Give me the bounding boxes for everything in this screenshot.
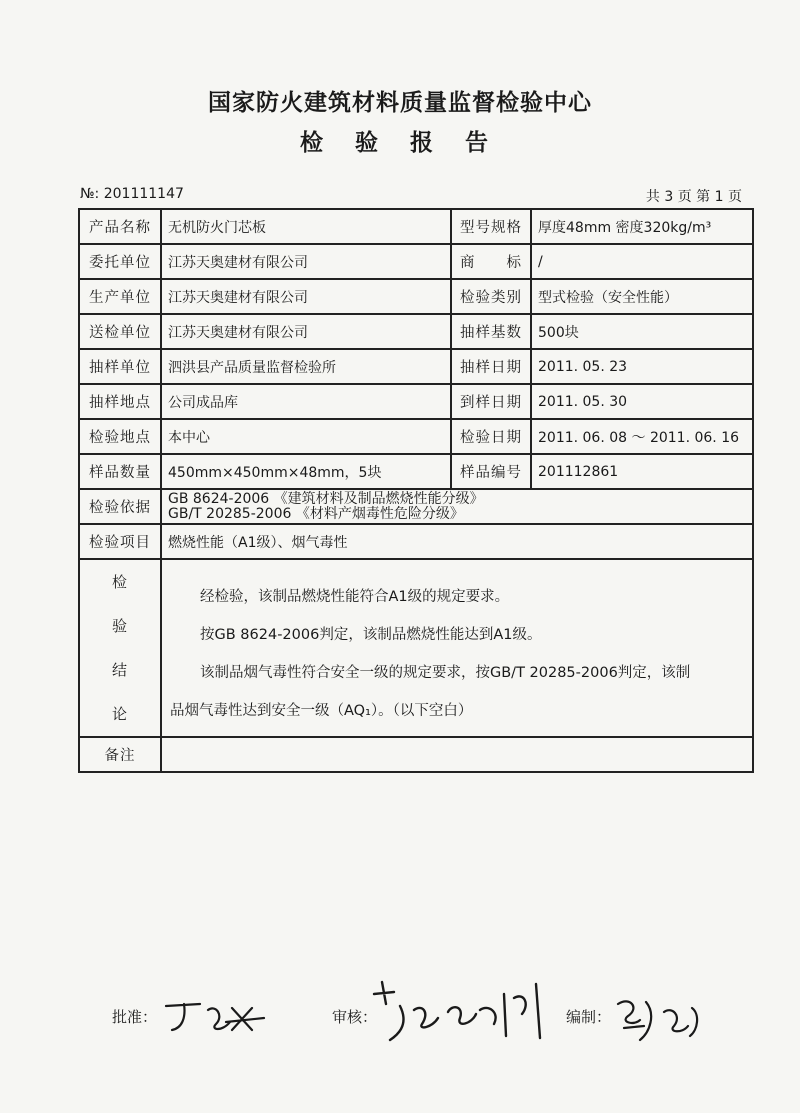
conclusion-para-1: 经检验，该制品燃烧性能符合A1级的规定要求。 [200, 589, 510, 605]
report-table [78, 208, 754, 773]
remarks-label: 备注 [79, 737, 161, 772]
conclusion-label [79, 559, 161, 737]
trademark-label: 商 标 [451, 244, 531, 279]
page-info: 共 3 页 第 1 页 [645, 189, 742, 205]
table-row [79, 244, 753, 279]
basis-label: 检验依据 [79, 489, 161, 524]
conclusion-body [161, 559, 753, 737]
conclusion-text [170, 578, 744, 730]
model-label: 型号规格 [451, 209, 531, 244]
product-name-label: 产品名称 [79, 209, 161, 244]
conclusion-label-char: 结 [111, 661, 128, 679]
sampling-date-value: 2011. 05. 23 [531, 349, 753, 384]
test-category-value: 型式检验（安全性能） [531, 279, 753, 314]
conclusion-label-char: 验 [111, 617, 128, 635]
conclusion-label-char: 论 [111, 705, 128, 723]
sample-base-value: 500块 [531, 314, 753, 349]
sampling-date-label: 抽样日期 [451, 349, 531, 384]
table-row [79, 209, 753, 244]
basis-line-1: GB 8624-2006 《建筑材料及制品燃烧性能分级》 [168, 490, 484, 507]
model-value: 厚度48mm 密度320kg/m³ [531, 209, 753, 244]
table-row [79, 384, 753, 419]
approve-label: 批准： [112, 1008, 158, 1026]
sample-base-label: 抽样基数 [451, 314, 531, 349]
prepare-signature [610, 990, 710, 1046]
test-date-label: 检验日期 [451, 419, 531, 454]
table-row [79, 737, 753, 772]
center-name: 国家防火建筑材料质量监督检验中心 [208, 90, 592, 116]
sampling-place-label: 抽样地点 [79, 384, 161, 419]
approve-signature [160, 992, 270, 1036]
basis-value [161, 489, 753, 524]
test-place-value: 本中心 [161, 419, 451, 454]
items-label: 检验项目 [79, 524, 161, 559]
manufacturer-value: 江苏天奥建材有限公司 [161, 279, 451, 314]
test-place-label: 检验地点 [79, 419, 161, 454]
table-row [79, 489, 753, 524]
client-value: 江苏天奥建材有限公司 [161, 244, 451, 279]
sample-no-value: 201112861 [531, 454, 753, 489]
items-value: 燃烧性能（A1级）、烟气毒性 [161, 524, 753, 559]
remarks-value [161, 737, 753, 772]
table-row [79, 314, 753, 349]
trademark-value: / [531, 244, 753, 279]
table-row [79, 524, 753, 559]
table-row [79, 454, 753, 489]
review-signature [360, 974, 560, 1048]
conclusion-para-3: 该制品烟气毒性符合安全一级的规定要求，按GB/T 20285-2006判定，该制 [200, 665, 691, 681]
sampling-unit-label: 抽样单位 [79, 349, 161, 384]
table-row [79, 279, 753, 314]
sample-qty-label: 样品数量 [79, 454, 161, 489]
review-label: 审核： [332, 1008, 378, 1026]
arrival-date-value: 2011. 05. 30 [531, 384, 753, 419]
basis-line-2: GB/T 20285-2006 《材料产烟毒性危险分级》 [168, 505, 464, 522]
submitter-label: 送检单位 [79, 314, 161, 349]
conclusion-row [79, 559, 753, 737]
prepare-label: 编制： [566, 1008, 612, 1026]
conclusion-para-2: 按GB 8624-2006判定，该制品燃烧性能达到A1级。 [200, 627, 542, 643]
manufacturer-label: 生产单位 [79, 279, 161, 314]
conclusion-label-char: 检 [111, 573, 128, 591]
report-number: №: 201111147 [80, 186, 184, 202]
client-label: 委托单位 [79, 244, 161, 279]
sampling-place-value: 公司成品库 [161, 384, 451, 419]
sample-qty-value: 450mm×450mm×48mm，5块 [161, 454, 451, 489]
sampling-unit-value: 泗洪县产品质量监督检验所 [161, 349, 451, 384]
report-title: 检 验 报 告 [299, 130, 501, 156]
table-row [79, 349, 753, 384]
test-category-label: 检验类别 [451, 279, 531, 314]
test-date-value: 2011. 06. 08 ～ 2011. 06. 16 [531, 419, 753, 454]
submitter-value: 江苏天奥建材有限公司 [161, 314, 451, 349]
conclusion-para-3-cont: 品烟气毒性达到安全一级（AQ₁）。（以下空白） [170, 703, 473, 719]
product-name-value: 无机防火门芯板 [161, 209, 451, 244]
table-row [79, 419, 753, 454]
sample-no-label: 样品编号 [451, 454, 531, 489]
arrival-date-label: 到样日期 [451, 384, 531, 419]
